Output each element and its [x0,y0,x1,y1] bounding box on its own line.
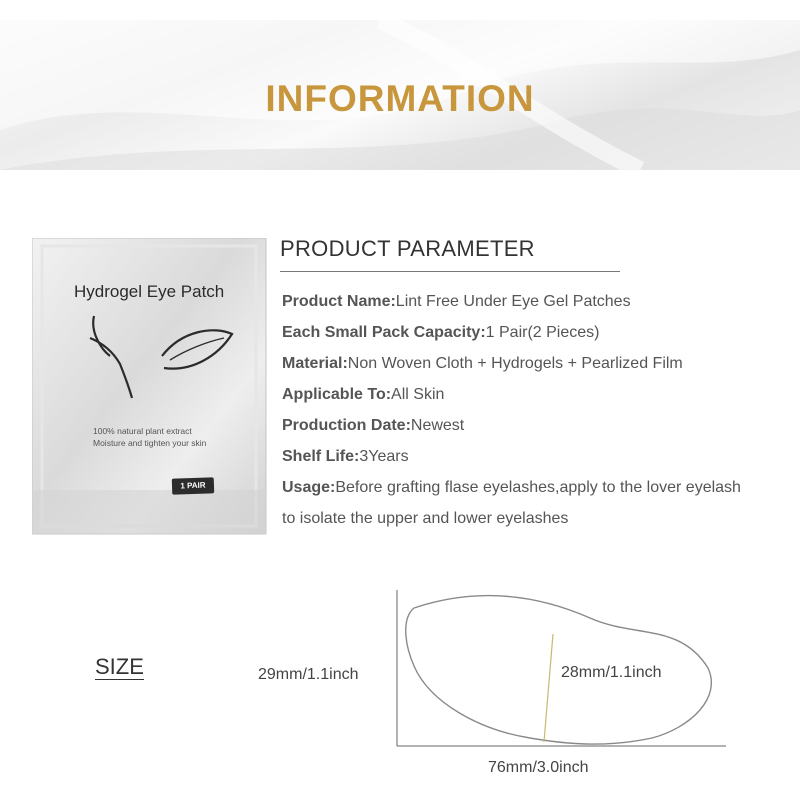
pack-line-2: Moisture and tighten your skin [93,438,207,448]
param-shelf-life: Shelf Life:3Years [282,448,409,465]
banner-title: INFORMATION [265,78,535,119]
parameter-heading: PRODUCT PARAMETER [280,236,535,261]
param-production-date: Production Date:Newest [282,417,465,434]
patch-size-diagram [390,588,730,753]
height-dimension: 29mm/1.1inch [258,666,359,683]
width-dimension: 76mm/3.0inch [488,759,589,776]
information-banner [0,20,800,170]
param-product-name: Product Name:Lint Free Under Eye Gel Patches [282,293,631,310]
param-usage: Usage:Before grafting flase eyelashes,apply to the lover eyelash to isolate the upper and lower eyelashes [282,479,741,527]
param-material: Material:Non Woven Cloth + Hydrogels + Pearlized Film [282,355,683,372]
pack-title: Hydrogel Eye Patch [74,282,225,301]
eye-patch-outline [406,596,712,744]
pack-line-1: 100% natural plant extract [93,426,192,436]
inner-height-dimension: 28mm/1.1inch [561,664,662,681]
param-applicable-to: Applicable To:All Skin [282,386,445,403]
param-pack-capacity: Each Small Pack Capacity:1 Pair(2 Pieces) [282,324,600,341]
parameter-list [282,286,792,534]
size-label: SIZE [95,654,144,679]
pack-badge: 1 PAIR [172,477,215,494]
heading-underline [280,271,620,272]
